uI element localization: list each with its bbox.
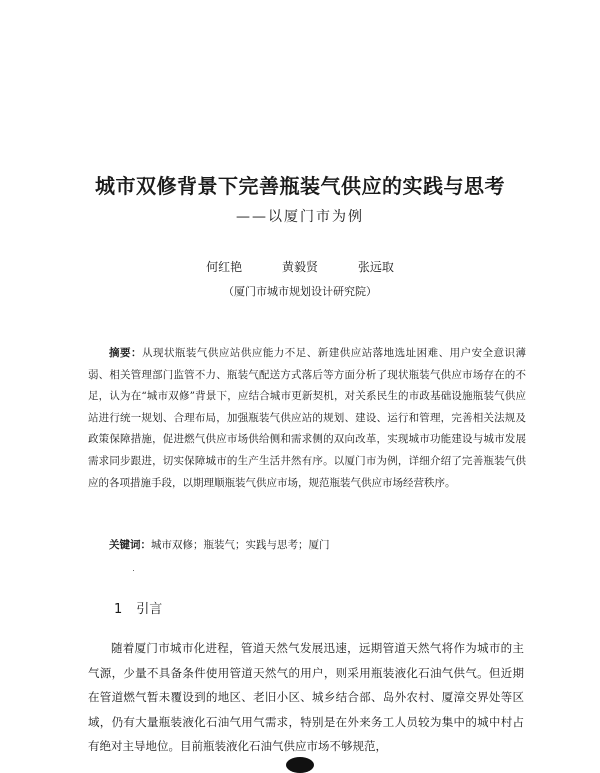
abstract — [88, 343, 526, 494]
paper-title: 城市双修背景下完善瓶装气供应的实践与思考 — [95, 174, 505, 198]
keywords-label: 关键词： — [109, 539, 151, 551]
author-name: 黄毅贤 — [281, 260, 318, 274]
author-affiliation: （厦门市城市规划设计研究院） — [223, 285, 377, 298]
author-name: 张远取 — [357, 260, 394, 274]
section-heading — [114, 598, 162, 617]
abstract-label: 摘要： — [109, 347, 142, 359]
keywords — [109, 537, 529, 552]
paper-subtitle: ——以厦门市为例 — [236, 209, 364, 225]
section-number: 1 — [114, 602, 123, 617]
abstract-text: 从现状瓶装气供应站供应能力不足、新建供应站落地选址困难、用户安全意识薄弱、相关管理部门监管不力、瓶装气配送方式落后等方面分析了现状瓶装气供应市场存在的不足，认为在“城市双修”背景下，应结合城市更新契机，对关系民生的市政基础设施瓶装气供应站进行统一规划、合理布局，加强瓶装气供应站的规划、建设、运行和管理，完善相关法规及政策保障措施，促进燃气供应市场供给侧和需求侧的双向改革，实现城市功能建设与城市发展需求同步跟进，切实保障城市的生产生活井然有序。以厦门市为例，详细介绍了完善瓶装气供应的各项措施手段，以期理顺瓶装气供应市场，规范瓶装气供应市场经营秩序。 — [88, 347, 527, 489]
scan-speck — [133, 570, 134, 571]
section-title: 引言 — [136, 602, 163, 617]
keywords-text: 城市双修；瓶装气；实践与思考；厦门 — [151, 539, 330, 551]
author-list — [0, 258, 600, 275]
author-name: 何红艳 — [206, 260, 243, 274]
body-paragraph: 随着厦门市城市化进程，管道天然气发展迅速，远期管道天然气将作为城市的主气源，少量不具备条件使用管道天然气的用户，则采用瓶装液化石油气供气。但近期在管道燃气暂未覆设到的地区、老旧小区、城乡结合部、岛外农村、厦漳交界处等区域，仍有大量瓶装液化石油气用气需求，特别是在外来务工人员较为集中的城中村占有绝对主导地位。目前瓶装液化石油气供应市场不够规范， — [88, 641, 524, 754]
page-number-mark — [286, 757, 314, 773]
